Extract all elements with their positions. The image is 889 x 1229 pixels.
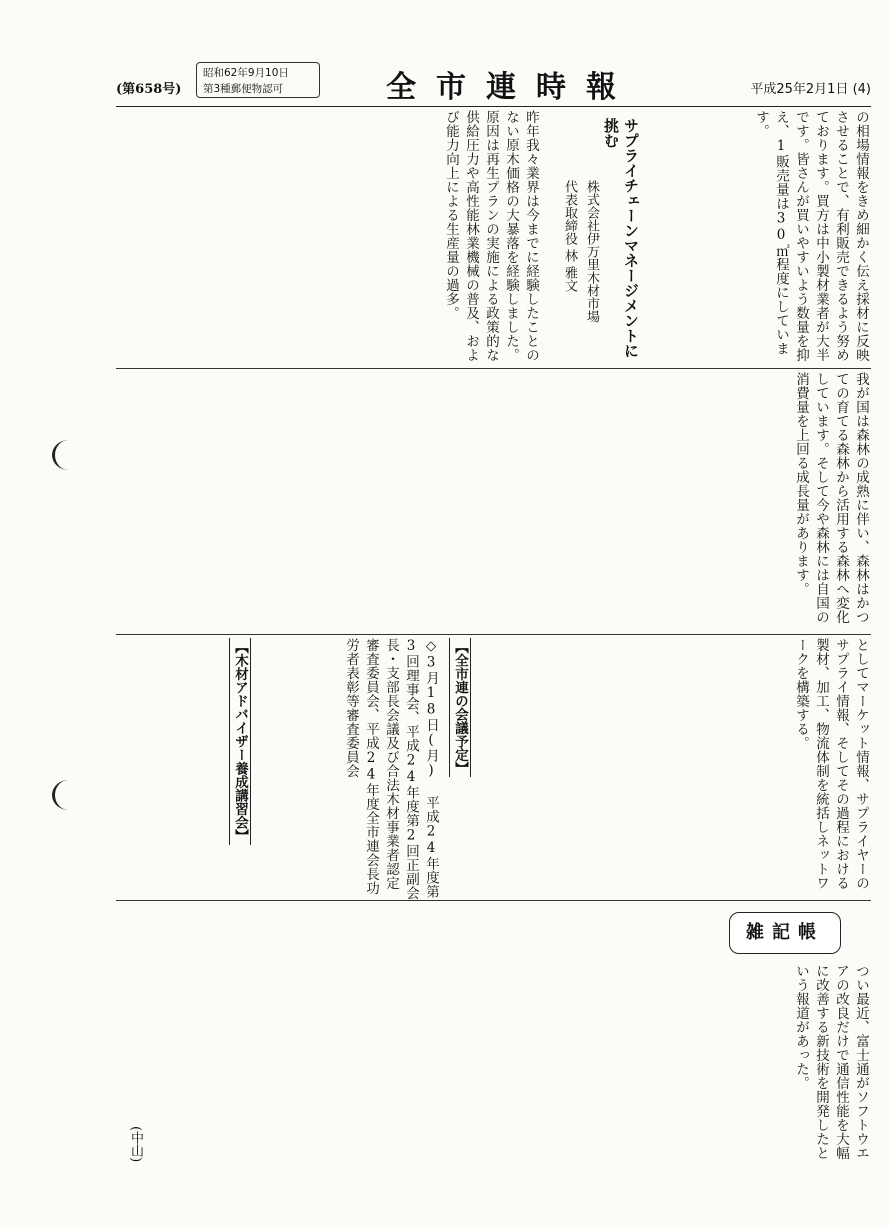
binding-mark [52,780,85,810]
article-body: 昨年我々業界は今までに経験したことのない原木価格の大暴落を経験しました。原因は再生プランの実施による政策的な供給圧力や高性能林業機械の普及、および能力向上による生産量の過多。 [443,110,539,362]
issue-number: (第658号) [116,82,182,97]
article-company: 株式会社伊万里木材市場 [584,180,599,323]
meeting-schedule: ◇3月18日(月) 平成24年度第3回理事会、平成24年度第2回正副会長・支部長会議及び合法木材事業者認定審査委員会、平成24年度全市連会長功労者表彰等審査委員会 [343,638,439,900]
column-signature: (中山) [128,1125,143,1162]
meeting-schedule-heading: 【全市連の会議予定】 [449,638,471,777]
postal-permit-line2: 第3種郵便物認可 [203,83,284,95]
masthead-title: 全市連時報 [386,70,636,105]
article-body: 我が国は森林の成熟に伴い、森林はかつての育てる森林から活用する森林へ変化しています。そして今や森林には自国の消費量を上回る成長量があります。 [793,372,869,624]
postal-permit-box [196,62,320,98]
adviser-course-heading: 【木材アドバイザー養成講習会】 [229,638,251,845]
article-band-3 [116,638,871,901]
article-band-4 [116,904,871,1166]
article-band-1 [116,110,871,369]
binding-mark [52,440,85,470]
postal-permit-line1: 昭和62年9月10日 [203,67,289,79]
column-body: つい最近、富士通がソフトウエアの改良だけで通信性能を大幅に改善する新技術を開発したという報道があった。 [793,964,869,1160]
column-title-box: 雑記帳 [729,912,841,954]
article-body: の相場情報をきめ細かく伝え採材に反映させることで、有利販売できるよう努めております。買方は中小製材業者が大半です。皆さんが買いやすいよう数量を抑え、1販売量は30㎥程度にしています。 [753,110,869,362]
article-title: サプライチェーンマネージメントに挑む [602,118,640,358]
article-body: としてマーケット情報、サプライヤーのサプライ情報、そしてその過程における製材、加工、物流体制を統括しネットワークを構築する。 [793,638,869,890]
issue-date: 平成25年2月1日 (4) [750,82,871,97]
article-byline: 代表取締役 林 雅文 [562,180,577,293]
newspaper-header [116,62,871,107]
article-band-2 [116,372,871,635]
